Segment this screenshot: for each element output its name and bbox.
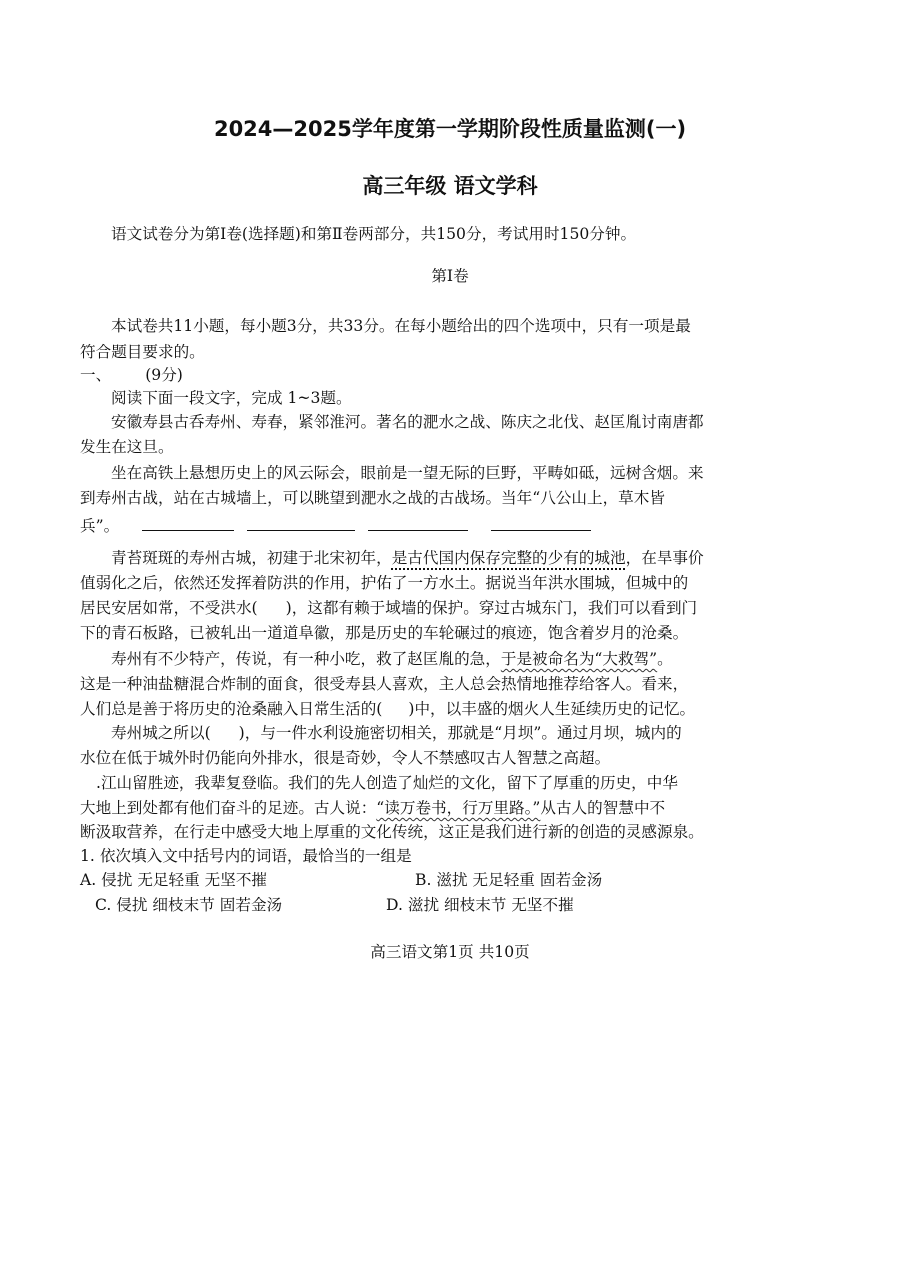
exam-title: 2024—2025学年度第一学期阶段性质量监测(一) xyxy=(213,117,687,141)
passage-p3-line-1-text: 青苔斑斑的寿州古城，初建于北宋初年， xyxy=(111,549,392,567)
passage-p4-line-2: 这是一种油盐糖混合炸制的面食，很受寿县人喜欢，主人总会热情地推荐给客人。看来， xyxy=(80,675,689,693)
passage-p6-line-2-text: 大地上到处都有他们奋斗的足迹。古人说： xyxy=(80,799,377,817)
passage-p3-line-3-text: 居民安居如常，不受洪水( xyxy=(80,599,258,617)
passage-p5-line-1-tail: )，与一件水利设施密切相关，那就是“月坝”。通过月坝，城内的 xyxy=(238,724,682,742)
question-1-option-c: C. 侵扰 细枝末节 固若金汤 xyxy=(95,896,283,914)
question-1-stem: 1. 依次填入文中括号内的词语，最恰当的一组是 xyxy=(80,847,412,865)
passage-p3-line-3 xyxy=(80,597,697,619)
passage-p1-line-2: 发生在这旦。 xyxy=(80,438,174,456)
passage-p3-line-1 xyxy=(111,547,704,569)
passage-p6-line-2-tail: 从古人的智慧中不 xyxy=(540,799,666,817)
passage-p3-line-1-tail: ，在旱事价 xyxy=(625,549,704,567)
passage-p1-line-1: 安徽寿县古呑寿州、寿春，紧邻淮河。著名的淝水之战、陈庆之北伐、赵匡胤讨南唐都 xyxy=(111,413,704,431)
answer-blank-3 xyxy=(368,512,468,531)
passage-p4-line-1-tail: 。 xyxy=(657,650,673,668)
exam-subtitle: 高三年级 语文学科 xyxy=(362,174,538,198)
answer-blank-4 xyxy=(491,512,591,531)
passage-p2-line-3-text: 兵”。 xyxy=(80,517,120,535)
passage-p6-line-1: .江山留胜迹，我辈复登临。我们的先人创造了灿烂的文化，留下了厚重的历史，中华 xyxy=(96,774,678,792)
read-prompt: 阅读下面一段文字，完成 1~3题。 xyxy=(111,389,352,407)
passage-p4-line-1-text: 寿州有不少特产，传说，有一种小吃，救了赵匡胤的急， xyxy=(111,650,501,668)
wavy-underlined-phrase-2: “读万卷书，行万里路。” xyxy=(376,799,541,817)
passage-p3-line-4: 下的青石板路，已被轧出一道道阜徽，那是历史的车轮碾过的痕迹，饱含着岁月的沧桑。 xyxy=(80,624,689,642)
instructions-line-2: 符合题目要求的。 xyxy=(80,343,205,361)
passage-p4-line-3-text: 人们总是善于将历史的沧桑融入日常生活的( xyxy=(80,700,383,718)
passage-p4-line-3-tail: )中，以丰盛的烟火人生延续历史的记忆。 xyxy=(408,700,696,718)
passage-p6-line-3: 断汲取营养，在行走中感受大地上厚重的文化传统，这正是我们进行新的创造的灵感源泉。 xyxy=(80,823,704,841)
passage-p5-line-1-text: 寿州城之所以( xyxy=(111,724,211,742)
passage-p2-line-1: 坐在高铁上悬想历史上的风云际会，眼前是一望无际的巨野，平畴如砥，远树含烟。来 xyxy=(111,464,704,482)
passage-p4-line-1 xyxy=(111,648,673,670)
answer-blank-2 xyxy=(247,512,355,531)
passage-p6-line-2 xyxy=(80,797,665,819)
part-one-label: 一、 xyxy=(80,366,112,384)
question-1-option-a: A. 侵扰 无足轻重 无坚不摧 xyxy=(80,871,268,889)
passage-p3-line-2: 值弱化之后，依然还发挥着防洪的作用，护佑了一方水土。据说当年洪水围城，但城中的 xyxy=(80,574,689,592)
question-1-option-b: B. 滋扰 无足轻重 固若金汤 xyxy=(415,871,603,889)
answer-blank-1 xyxy=(142,512,234,531)
passage-p5-line-1 xyxy=(111,722,682,744)
passage-p2-line-2: 到寿州古战，站在古城墙上，可以眺望到淝水之战的古战场。当年“八公山上，草木皆 xyxy=(80,489,665,507)
passage-p4-line-3 xyxy=(80,698,695,720)
passage-p5-line-2: 水位在低于城外时仍能向外排水，很是奇妙，令人不禁感叹古人智慧之高超。 xyxy=(80,749,611,767)
exam-intro: 语文试卷分为第Ⅰ卷(选择题)和第Ⅱ卷两部分，共150分，考试用时150分钟。 xyxy=(111,225,637,243)
part-one-score: (9分) xyxy=(145,366,183,384)
instructions-line-1: 本试卷共11小题，每小题3分，共33分。在每小题给出的四个选项中，只有一项是最 xyxy=(111,317,691,335)
wavy-underlined-phrase-1: 于是被命名为“大救驾” xyxy=(500,650,658,668)
page-footer: 高三语文第1页 共10页 xyxy=(370,943,530,961)
passage-p3-line-3-tail: )，这都有赖于域墙的保护。穿过古城东门，我们可以看到门 xyxy=(285,599,698,617)
emphasized-phrase: 是古代国内保存完整的少有的城池 xyxy=(391,549,626,567)
passage-p2-line-3 xyxy=(80,512,591,537)
section-label: 第Ⅰ卷 xyxy=(431,267,469,285)
part-one-heading xyxy=(80,364,183,386)
question-1-option-d: D. 滋扰 细枝末节 无坚不摧 xyxy=(386,896,574,914)
